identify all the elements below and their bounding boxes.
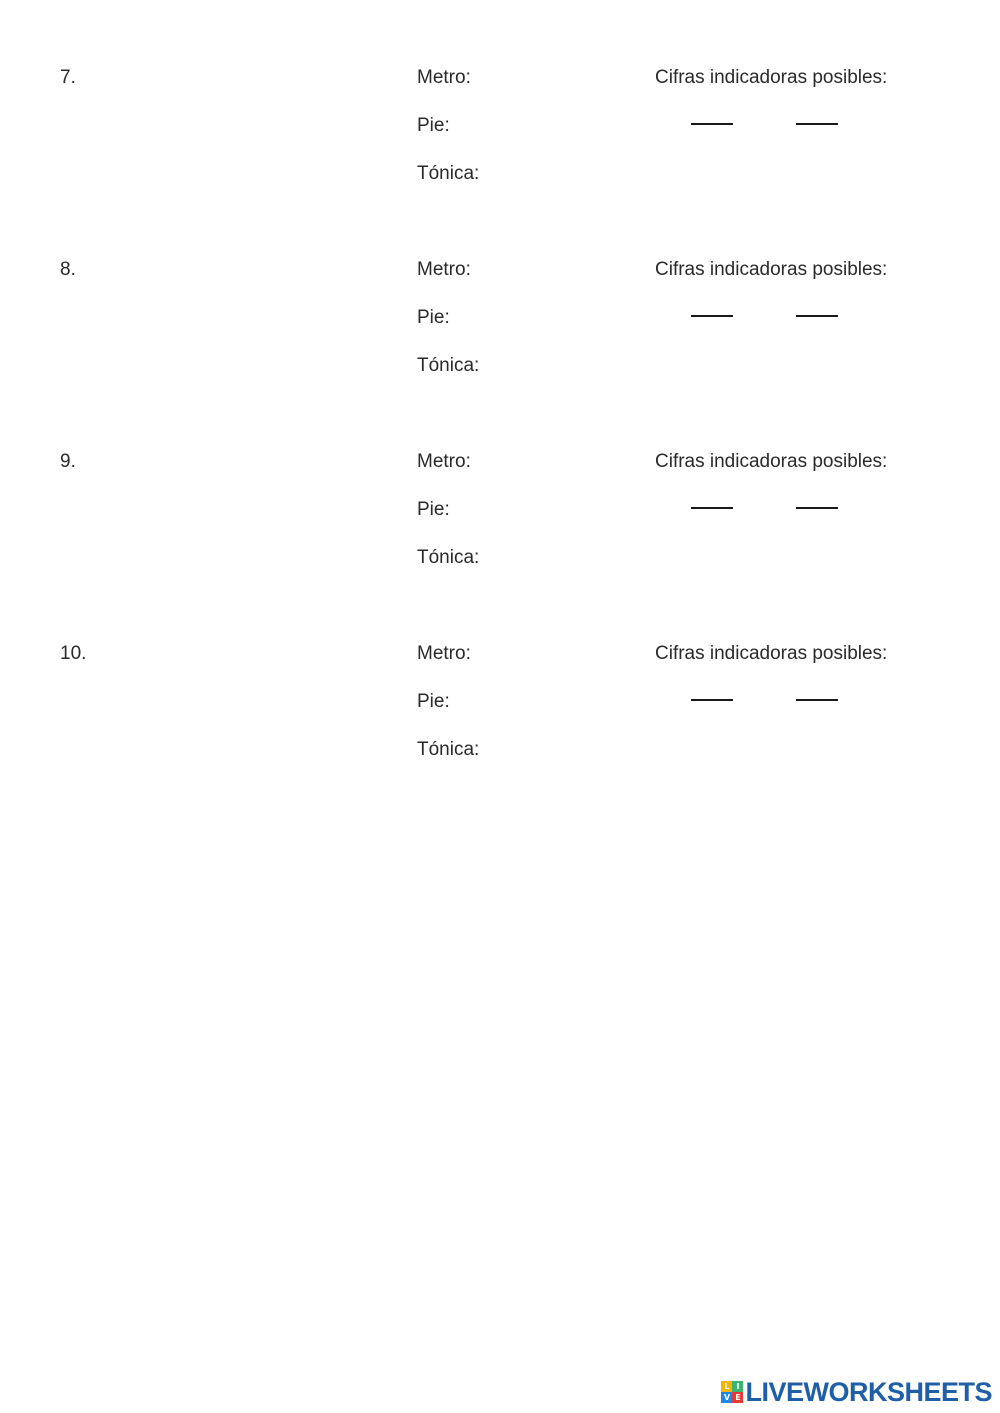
exercise-number: 7.	[60, 67, 76, 88]
cifra-blank-1[interactable]	[691, 699, 733, 701]
brand-name: LIVEWORKSHEETS	[745, 1377, 992, 1407]
exercise-9	[0, 450, 1000, 600]
logo-letter: I	[732, 1381, 743, 1392]
metro-label: Metro:	[417, 259, 471, 280]
pie-label: Pie:	[417, 691, 450, 712]
cifra-blank-1[interactable]	[691, 315, 733, 317]
cifra-blank-2[interactable]	[796, 123, 838, 125]
cifras-indicadoras-label: Cifras indicadoras posibles:	[655, 643, 888, 664]
cifra-blank-1[interactable]	[691, 123, 733, 125]
cifra-blank-1[interactable]	[691, 507, 733, 509]
exercise-8	[0, 258, 1000, 408]
tonica-label: Tónica:	[417, 547, 480, 568]
tonica-label: Tónica:	[417, 739, 480, 760]
cifras-indicadoras-label: Cifras indicadoras posibles:	[655, 451, 888, 472]
exercise-number: 9.	[60, 451, 76, 472]
exercise-number: 8.	[60, 259, 76, 280]
pie-label: Pie:	[417, 499, 450, 520]
liveworksheets-logo-icon	[721, 1381, 743, 1403]
metro-label: Metro:	[417, 643, 471, 664]
cifras-indicadoras-label: Cifras indicadoras posibles:	[655, 67, 888, 88]
pie-label: Pie:	[417, 307, 450, 328]
metro-label: Metro:	[417, 451, 471, 472]
cifra-blank-2[interactable]	[796, 507, 838, 509]
cifra-blank-2[interactable]	[796, 315, 838, 317]
cifra-blank-2[interactable]	[796, 699, 838, 701]
tonica-label: Tónica:	[417, 355, 480, 376]
metro-label: Metro:	[417, 67, 471, 88]
cifras-indicadoras-label: Cifras indicadoras posibles:	[655, 259, 888, 280]
logo-letter: V	[721, 1392, 732, 1403]
exercise-number: 10.	[60, 643, 87, 664]
exercise-7	[0, 66, 1000, 216]
logo-letter: E	[732, 1392, 743, 1403]
liveworksheets-logo	[721, 1377, 992, 1407]
pie-label: Pie:	[417, 115, 450, 136]
tonica-label: Tónica:	[417, 163, 480, 184]
logo-letter: L	[721, 1381, 732, 1392]
exercise-10	[0, 642, 1000, 792]
